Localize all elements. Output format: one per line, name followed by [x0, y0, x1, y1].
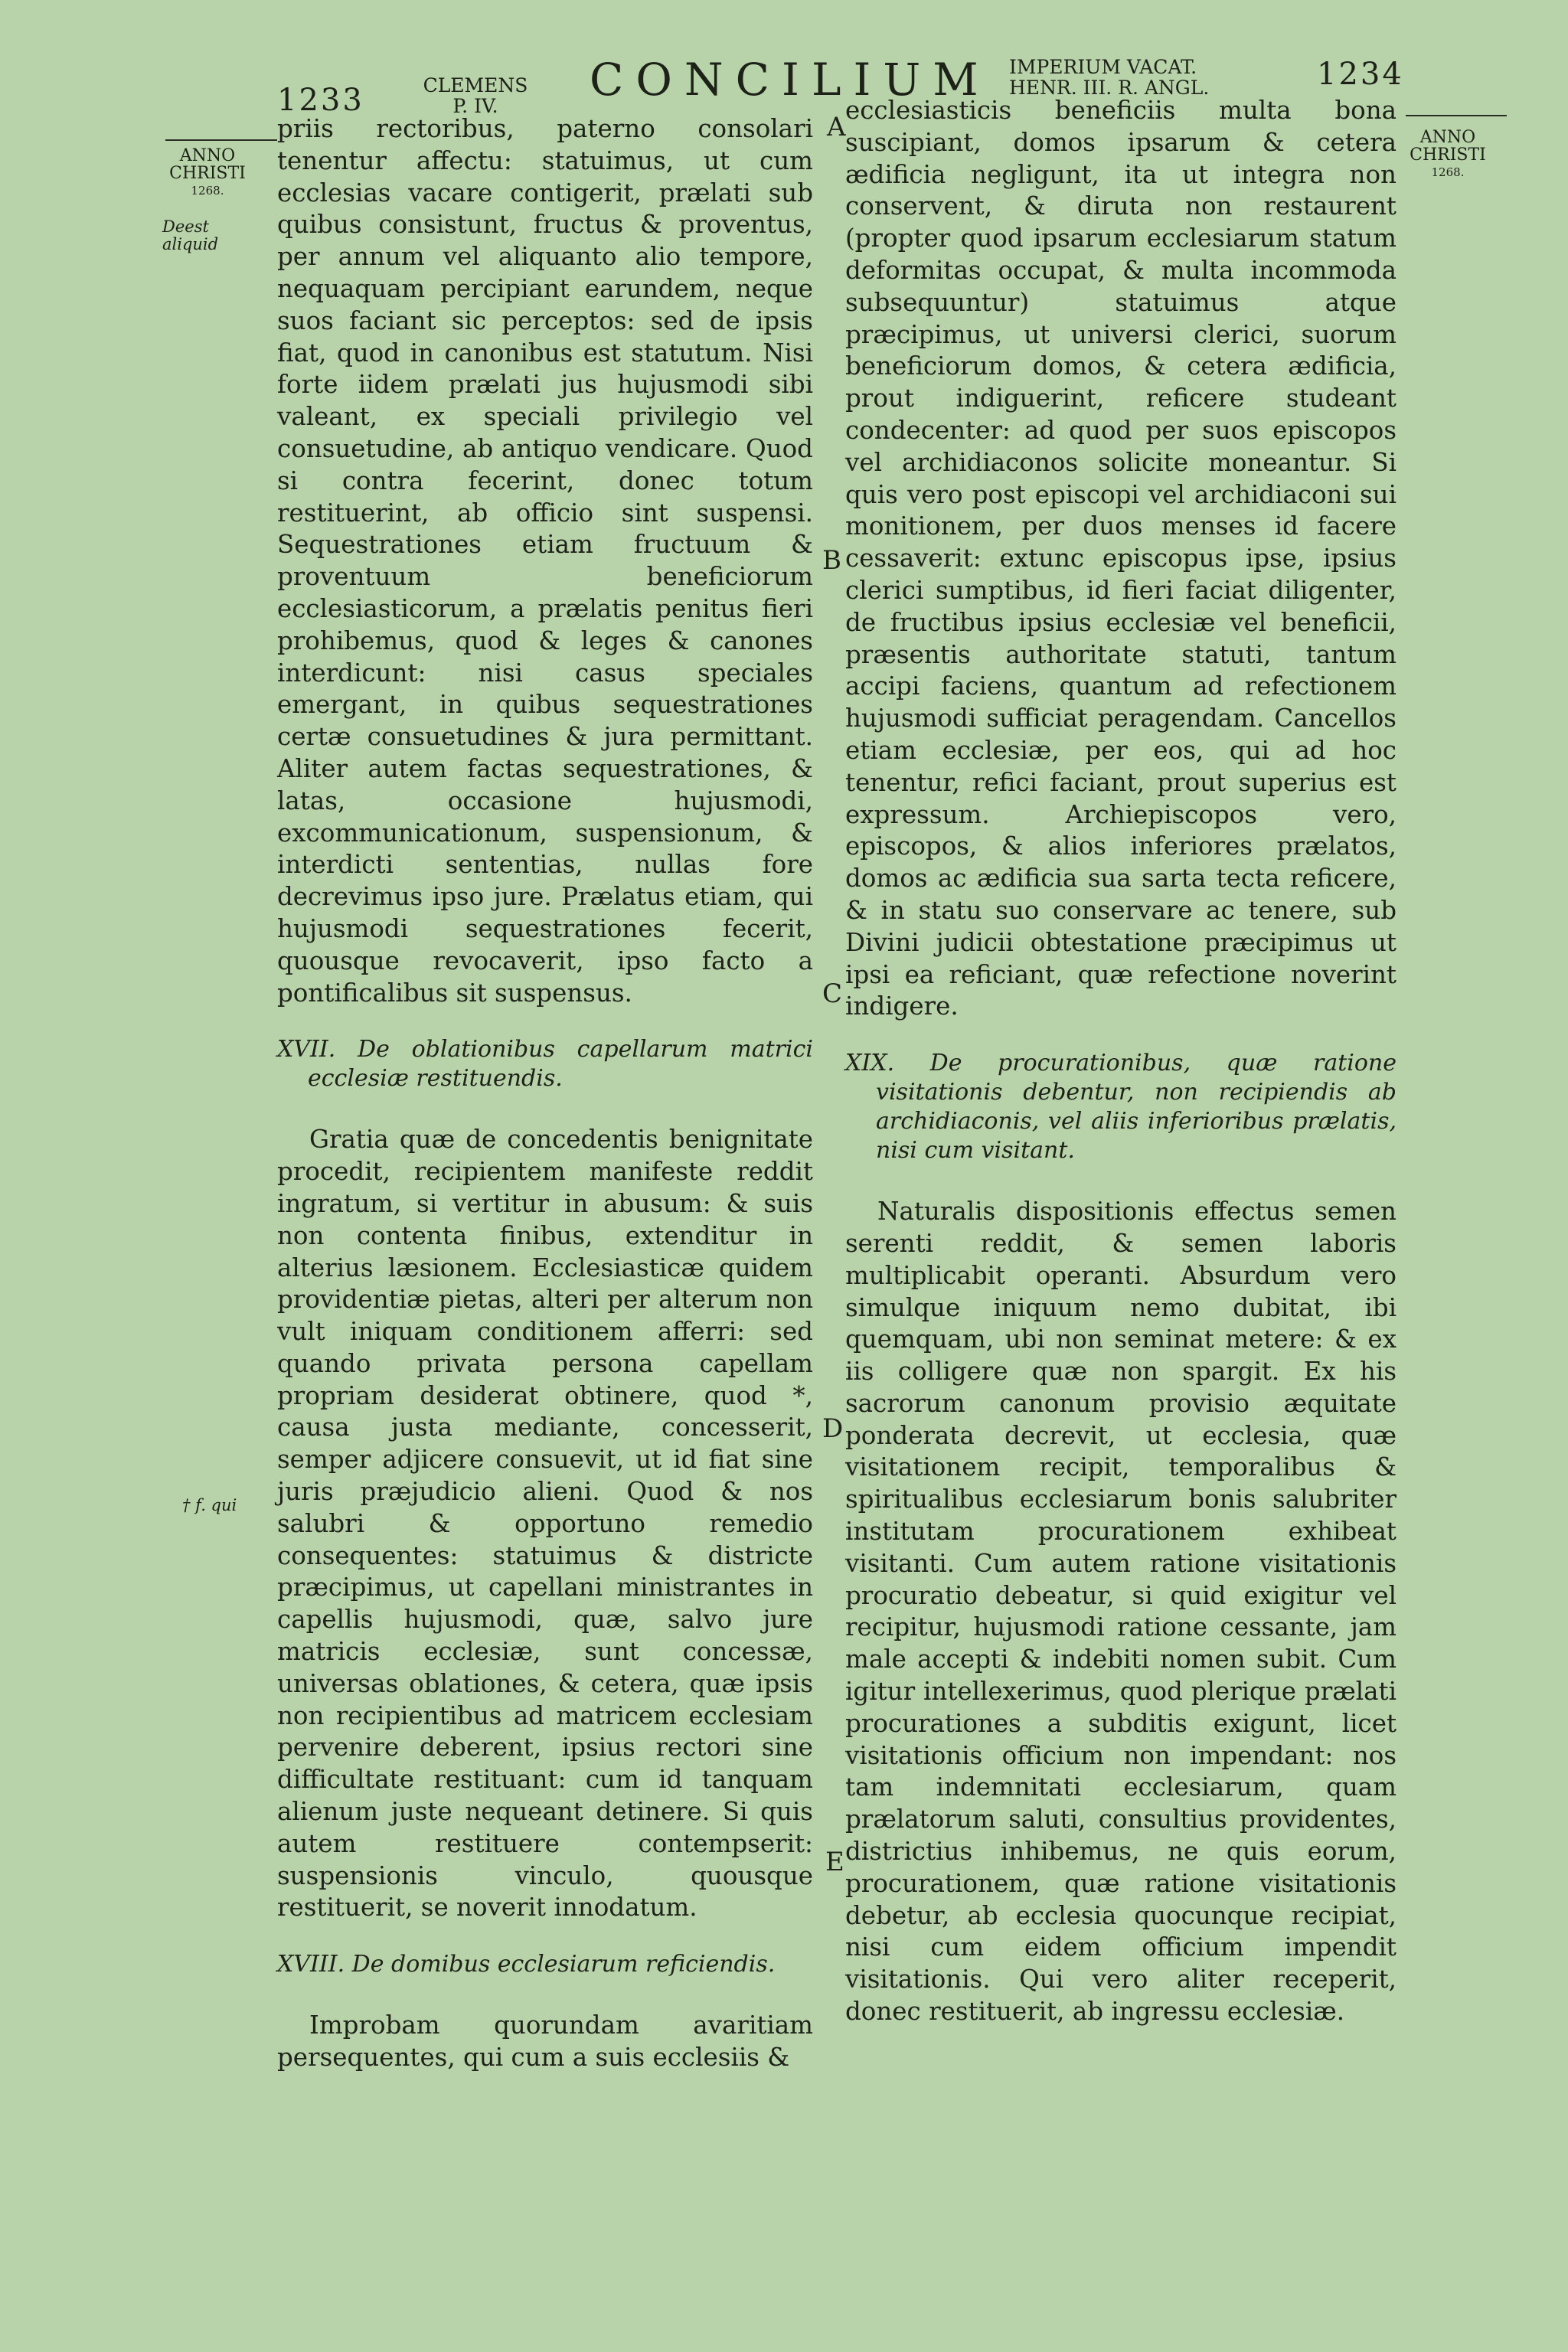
year-label: 1268.	[191, 184, 224, 198]
page-number-left: 1233	[277, 83, 364, 118]
margin-note-fqui: † f. qui	[182, 1496, 237, 1514]
page-number-right: 1234	[1317, 57, 1404, 92]
running-title: CONCILIUM	[590, 54, 991, 106]
right-column	[845, 95, 1396, 2028]
section-letter-a: A	[827, 112, 846, 142]
section-letter-c: C	[822, 978, 843, 1009]
anno-christi-right	[1406, 129, 1490, 181]
chapter-heading-18: XVIII. De domibus ecclesiarum reficiendis.	[277, 1951, 776, 1978]
left-column	[277, 113, 813, 2074]
header-left-line2: P. IV.	[452, 95, 498, 117]
christi-label: CHRISTI	[1410, 145, 1486, 165]
section-letter-d: D	[822, 1413, 844, 1444]
margin-rule-left	[165, 139, 277, 141]
header-right-reign	[1009, 57, 1254, 98]
header-left-line1: CLEMENS	[423, 74, 528, 96]
margin-rule-right	[1406, 115, 1507, 116]
chapter-heading-19: XIX. De procurationibus, quæ ratione visitationis debentur, non recipiendis ab archidiaconis, vel aliis inferioribus prælatis, nisi cum visitant.	[845, 1050, 1396, 1165]
anno-christi-left	[165, 147, 250, 200]
header-right-line1: IMPERIUM VACAT.	[1009, 56, 1197, 78]
paragraph-chapter-18: Improbam quorundam avaritiam persequentes, qui cum a suis ecclesiis &	[277, 2011, 813, 2073]
section-letter-b: B	[822, 545, 841, 576]
anno-label: ANNO	[1419, 128, 1476, 147]
chapter-heading-17: XVII. De oblationibus capellarum matrici ecclesiæ restituendis.	[277, 1036, 813, 1093]
anno-label: ANNO	[179, 146, 236, 165]
paragraph-chapter-17: Gratia quæ de concedentis benignitate procedit, recipientem manifeste reddit ingratum, si vertitur in abusum: & suis non contenta finibus, extenditur in alterius læsionem. Ecclesiasticæ quidem providentiæ pietas, alteri per alterum non vult iniquam conditionem afferri: sed quando privata persona capellam propriam desiderat obtinere, quod *, causa justa mediante, concesserit, semper adjicere consuevit, ut id fiat sine juris præjudicio alieni. Quod & nos salubri & opportuno remedio consequentes: statuimus & districte præcipimus, ut capellani ministrantes in capellis hujusmodi, quæ, salvo jure matricis ecclesiæ, sunt concessæ, universas oblationes, & cetera, quæ ipsis non recipientibus ad matricem ecclesiam pervenire deberent, ipsius rectori sine difficultate restituant: cum id tanquam alienum juste nequeant detinere. Si quis autem restituere contempserit: suspensionis vinculo, quousque restituerit, se noverit innodatum.	[277, 1125, 813, 1922]
year-label: 1268.	[1431, 165, 1465, 179]
header-right-line2: HENR. III. R. ANGL.	[1009, 77, 1210, 99]
header-left-pope	[418, 75, 533, 116]
margin-note-deest: Deest aliquid	[162, 217, 219, 253]
section-letter-e: E	[825, 1847, 844, 1877]
paragraph-chapter-19: Naturalis dispositionis effectus semen serenti reddit, & semen laboris multiplicabit operanti. Absurdum vero simulque iniquum nemo dubitat, ibi quemquam, ubi non seminat metere: & ex iis colligere quæ non spargit. Ex his sacrorum canonum provisio æquitate ponderata decrevit, ut ecclesia, quæ visitationem recipit, temporalibus & spiritualibus ecclesiarum bonis salubriter institutam procurationem exhibeat visitanti. Cum autem ratione visitationis procuratio debeatur, si quid exigitur vel recipitur, hujusmodi ratione cessante, jam male accepti & indebiti nomen subit. Cum igitur intellexerimus, quod plerique prælati procurationes a subditis exigunt, licet visitationis officium non impendant: nos tam indemnitati ecclesiarum, quam prælatorum saluti, consultius providentes, districtius inhibemus, ne quis eorum, procurationem, quæ ratione visitationis debetur, ab ecclesia quocunque recipiat, nisi cum eidem officium impendit visitationis. Qui vero aliter receperit, donec restituerit, ab ingressu ecclesiæ.	[845, 1197, 1396, 2027]
paragraph-chapter-18-continued: ecclesiasticis beneficiis multa bona suscipiant, domos ipsarum & cetera ædificia negligunt, ita ut integra non conservent, & diruta non restaurent (propter quod ipsarum ecclesiarum statum deformitas occupat, & multa incommoda subsequuntur) statuimus atque præcipimus, ut universi clerici, suorum beneficiorum domos, & cetera ædificia, prout indiguerint, reficere studeant condecenter: ad quod per suos episcopos vel archidiaconos solicite moneantur. Si quis vero post episcopi vel archidiaconi sui monitionem, per duos menses id facere cessaverit: extunc episcopus ipse, ipsius clerici sumptibus, id fieri faciat diligenter, de fructibus ipsius ecclesiæ vel beneficii, præsentis authoritate statuti, tantum accipi faciens, quantum ad refectionem hujusmodi sufficiat peragendam. Cancellos etiam ecclesiæ, per eos, qui ad hoc tenentur, refici faciant, prout superius est expressum. Archiepiscopos vero, episcopos, & alios inferiores prælatos, domos ac ædificia sua sarta tecta reficere, & in statu suo conservare ac tenere, sub Divini judicii obtestatione præcipimus ut ipsi ea reficiant, quæ refectione noverint indigere.	[845, 96, 1396, 1021]
christi-label: CHRISTI	[169, 164, 246, 183]
paragraph-continued: priis rectoribus, paterno consolari tenentur affectu: statuimus, ut cum ecclesias vacare contigerit, prælati sub quibus consistunt, fructus & proventus, per annum vel aliquanto alio tempore, nequaquam percipiant earundem, neque suos faciant sic perceptos: sed de ipsis fiat, quod in canonibus est statutum. Nisi forte iidem prælati jus hujusmodi sibi valeant, ex speciali privilegio vel consuetudine, ab antiquo vendicare. Quod si contra fecerint, donec totum restituerint, ab officio sint suspensi. Sequestrationes etiam fructuum & proventuum beneficiorum ecclesiasticorum, a prælatis penitus fieri prohibemus, quod & leges & canones interdicunt: nisi casus speciales emergant, in quibus sequestrationes certæ consuetudines & jura permittant. Aliter autem factas sequestrationes, & latas, occasione hujusmodi, excommunicationum, suspensionum, & interdicti sententias, nullas fore decrevimus ipso jure. Prælatus etiam, qui hujusmodi sequestrationes fecerit, quousque revocaverit, ipso facto a pontificalibus sit suspensus.	[277, 114, 813, 1008]
